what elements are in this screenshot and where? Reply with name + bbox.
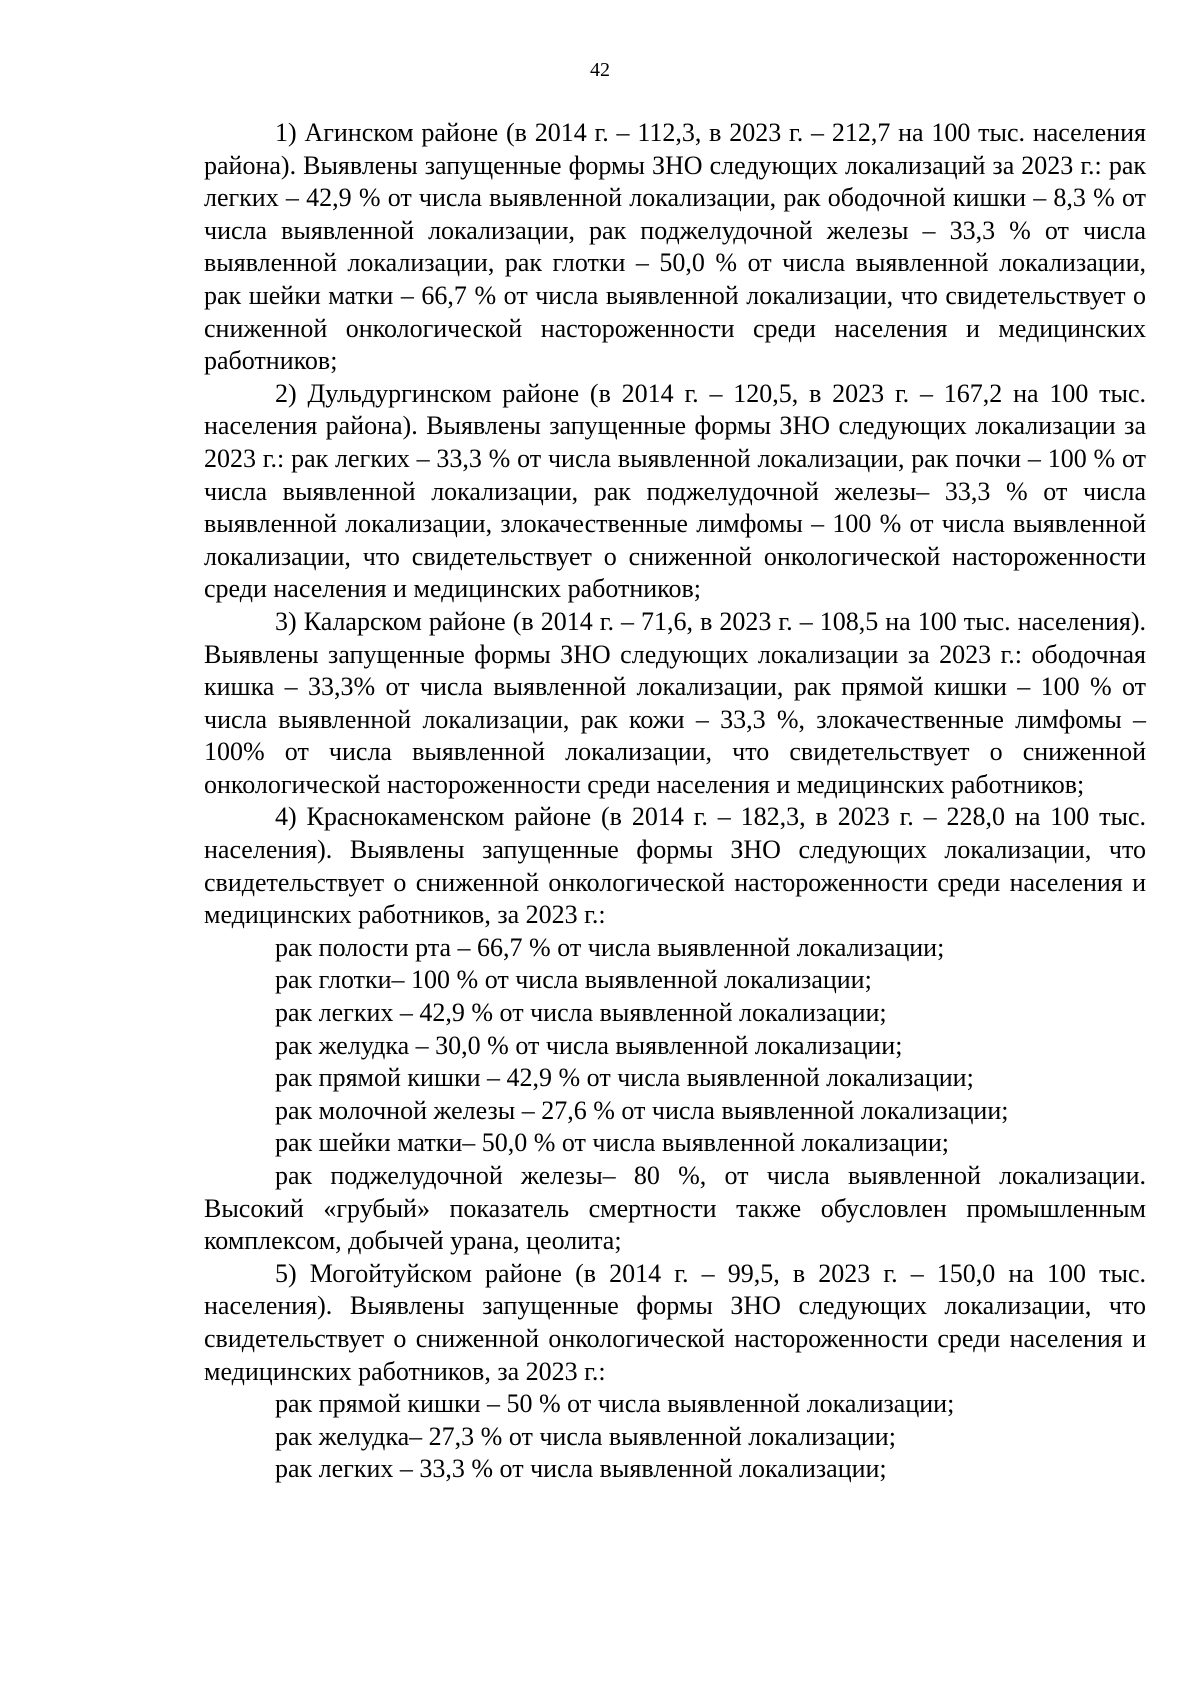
list-item: рак желудка– 27,3 % от числа выявленной локализации; — [275, 1421, 896, 1451]
list-item: рак глотки– 100 % от числа выявленной локализации; — [275, 965, 872, 995]
paragraph-mogoytuysky: 5) Могойтуйском районе (в 2014 г. – 99,5, в 2023 г. – 150,0 на 100 тыс. населения). Выявлены запущенные формы ЗНО следующих локализации, что свидетельствует о сниженной онкологической настороженности среди населения и медицинских работников, за 2023 г.: — [204, 1258, 1146, 1386]
paragraph-aginsky: 1) Агинском районе (в 2014 г. – 112,3, в 2023 г. – 212,7 на 100 тыс. населения района). Выявлены запущенные формы ЗНО следующих локализаций за 2023 г.: рак легких – 42,9 % от числа выявленной локализации, рак ободочной кишки – 8,3 % от числа выявленной локализации, рак поджелудочной железы – 33,3 % от числа выявленной локализации, рак глотки – 50,0 % от числа выявленной локализации, рак шейки матки – 66,7 % от числа выявленной локализации, что свидетельствует о сниженной онкологической настороженности среди населения и медицинских работников; — [204, 118, 1146, 376]
list-item: рак прямой кишки – 42,9 % от числа выявленной локализации; — [275, 1063, 974, 1093]
paragraph-kalarsky: 3) Каларском районе (в 2014 г. – 71,6, в 2023 г. – 108,5 на 100 тыс. населения). Выявлены запущенные формы ЗНО следующих локализации за 2023 г.: ободочная кишка – 33,3% от числа выявленной локализации, рак прямой кишки – 100 % от числа выявленной локализации, рак кожи – 33,3 %, злокачественные лимфомы – 100% от числа выявленной локализации, что свидетельствует о сниженной онкологической настороженности среди населения и медицинских работников; — [204, 606, 1146, 799]
document-body — [204, 117, 1146, 1486]
list-item: рак молочной железы – 27,6 % от числа выявленной локализации; — [275, 1095, 1009, 1125]
paragraph-krasnokamensky: 4) Краснокаменском районе (в 2014 г. – 182,3, в 2023 г. – 228,0 на 100 тыс. населения). Выявлены запущенные формы ЗНО следующих локализации, что свидетельствует о сниженной онкологической настороженности среди населения и медицинских работников, за 2023 г.: — [204, 802, 1146, 930]
list-item: рак полости рта – 66,7 % от числа выявленной локализации; — [275, 932, 945, 962]
list-item: рак желудка – 30,0 % от числа выявленной локализации; — [275, 1030, 903, 1060]
paragraph-krasnokamensky-last: рак поджелудочной железы– 80 %, от числа выявленной локализации. Высокий «грубый» показатель смертности также обусловлен промышленным комплексом, добычей урана, цеолита; — [204, 1161, 1146, 1256]
mogoytuysky-list — [204, 1388, 1146, 1486]
paragraph-duldurginsky: 2) Дульдургинском районе (в 2014 г. – 120,5, в 2023 г. – 167,2 на 100 тыс. населения района). Выявлены запущенные формы ЗНО следующих локализации за 2023 г.: рак легких – 33,3 % от числа выявленной локализации, рак почки – 100 % от числа выявленной локализации, рак поджелудочной железы– 33,3 % от числа выявленной локализации, злокачественные лимфомы – 100 % от числа выявленной локализации, что свидетельствует о сниженной онкологической настороженности среди населения и медицинских работников; — [204, 378, 1146, 604]
krasnokamensky-list — [204, 932, 1146, 1160]
page-number: 42 — [590, 59, 610, 81]
list-item: рак прямой кишки – 50 % от числа выявленной локализации; — [275, 1389, 955, 1419]
list-item: рак легких – 42,9 % от числа выявленной локализации; — [275, 998, 887, 1028]
list-item: рак легких – 33,3 % от числа выявленной локализации; — [275, 1454, 887, 1484]
list-item: рак шейки матки– 50,0 % от числа выявленной локализации; — [275, 1128, 950, 1158]
